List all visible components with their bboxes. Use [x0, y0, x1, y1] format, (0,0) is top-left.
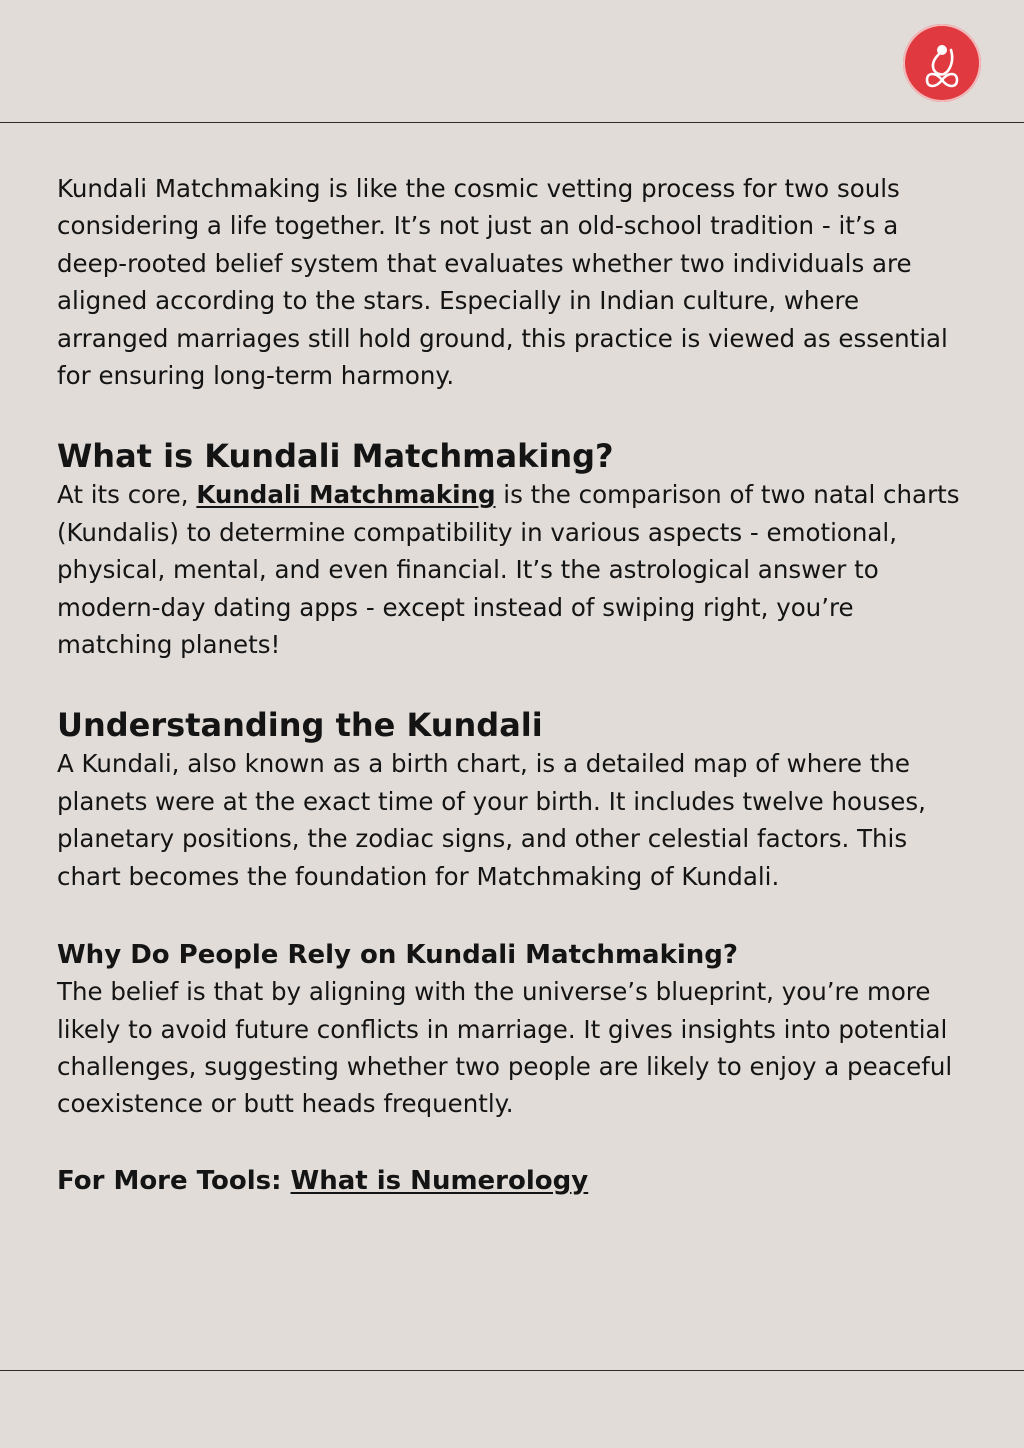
section-paragraph: The belief is that by aligning with the universe’s blueprint, you’re more likely to avoid future conflicts in marriage. It gives insights into potential challenges, suggesting whether two people are likely to enjoy a peaceful coexistence or butt heads frequently.: [57, 977, 953, 1119]
more-tools-line: [57, 1163, 967, 1199]
section-what-is: [57, 436, 967, 663]
numerology-link[interactable]: What is Numerology: [290, 1165, 589, 1196]
section-paragraph: A Kundali, also known as a birth chart, is a detailed map of where the planets were at the exact time of your birth. It includes twelve houses, planetary positions, the zodiac signs, and other celestial factors. This chart becomes the foundation for Matchmaking of Kundali.: [57, 749, 926, 891]
paragraph-text: At its core,: [57, 480, 197, 510]
kundali-matchmaking-link[interactable]: Kundali Matchmaking: [196, 480, 496, 510]
intro-paragraph: Kundali Matchmaking is like the cosmic vetting process for two souls considering a life together. It’s not just an old-school tradition - it’s a deep-rooted belief system that evaluates whether two individuals are aligned according to the stars. Especially in Indian culture, where arranged marriages still hold ground, this practice is viewed as essential for ensuring long-term harmony.: [57, 174, 948, 391]
header-divider: [0, 122, 1024, 123]
section-heading: What is Kundali Matchmaking?: [57, 437, 614, 476]
article-body: [57, 170, 967, 1199]
section-why-rely: [57, 937, 967, 1123]
section-understanding: [57, 705, 967, 895]
section-subheading: Why Do People Rely on Kundali Matchmaking?: [57, 940, 738, 971]
logo-graphic: [903, 24, 981, 102]
section-paragraph: [57, 476, 967, 663]
paragraph-text: is the comparison of two natal charts (Kundalis) to determine compatibility in various aspects - emotional, physical, mental, and even financial. It’s the astrological answer to modern-day dating apps - except instead of swiping right, you’re matching planets!: [57, 480, 960, 660]
section-heading: Understanding the Kundali: [57, 706, 543, 745]
footer-divider: [0, 1370, 1024, 1371]
heart-infinity-logo-icon: [903, 24, 981, 102]
more-tools-label: For More Tools:: [57, 1165, 291, 1196]
